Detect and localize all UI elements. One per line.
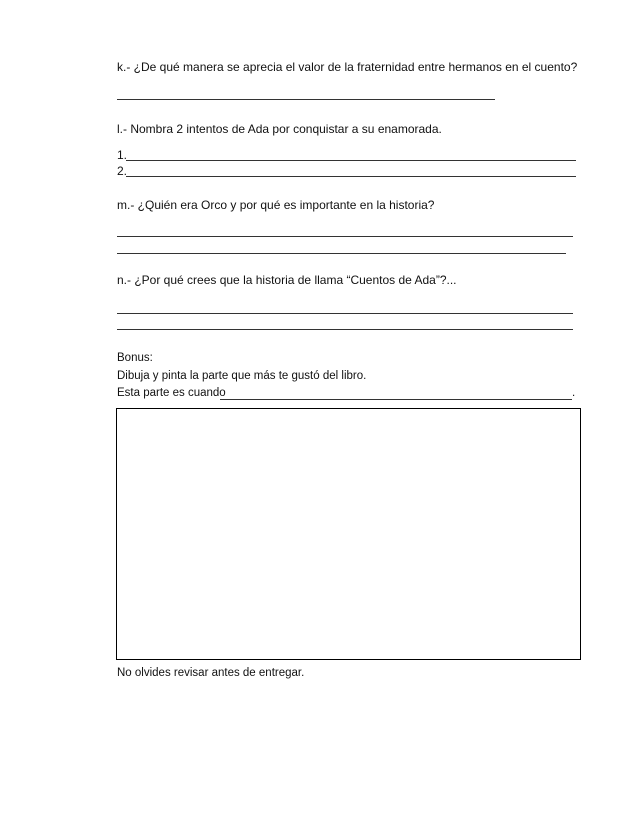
- bonus-instruction: Dibuja y pinta la parte que más te gustó del libro.: [117, 370, 367, 382]
- answer-line-l-1[interactable]: [126, 160, 576, 161]
- bonus-prompt: Esta parte es cuando: [117, 387, 226, 399]
- bonus-title: Bonus:: [117, 352, 153, 364]
- question-k: k.- ¿De qué manera se aprecia el valor de la fraternidad entre hermanos en el cuento?: [117, 60, 578, 74]
- item-number-2: 2.: [117, 164, 128, 178]
- question-m: m.- ¿Quién era Orco y por qué es importante en la historia?: [117, 198, 435, 212]
- bonus-answer-line[interactable]: [220, 399, 572, 400]
- footer-reminder: No olvides revisar antes de entregar.: [117, 667, 305, 679]
- bonus-period: .: [572, 387, 576, 399]
- answer-line-n-2[interactable]: [117, 329, 573, 330]
- question-l: l.- Nombra 2 intentos de Ada por conquistar a su enamorada.: [117, 122, 442, 136]
- answer-line-l-2[interactable]: [126, 176, 576, 177]
- answer-line-m-2[interactable]: [117, 253, 566, 254]
- question-n: n.- ¿Por qué crees que la historia de llama “Cuentos de Ada”?...: [117, 273, 457, 287]
- answer-line-m-1[interactable]: [117, 236, 573, 237]
- drawing-box[interactable]: [116, 408, 581, 660]
- item-number-1: 1.: [117, 148, 128, 162]
- answer-line-k[interactable]: [117, 99, 495, 100]
- answer-line-n-1[interactable]: [117, 313, 573, 314]
